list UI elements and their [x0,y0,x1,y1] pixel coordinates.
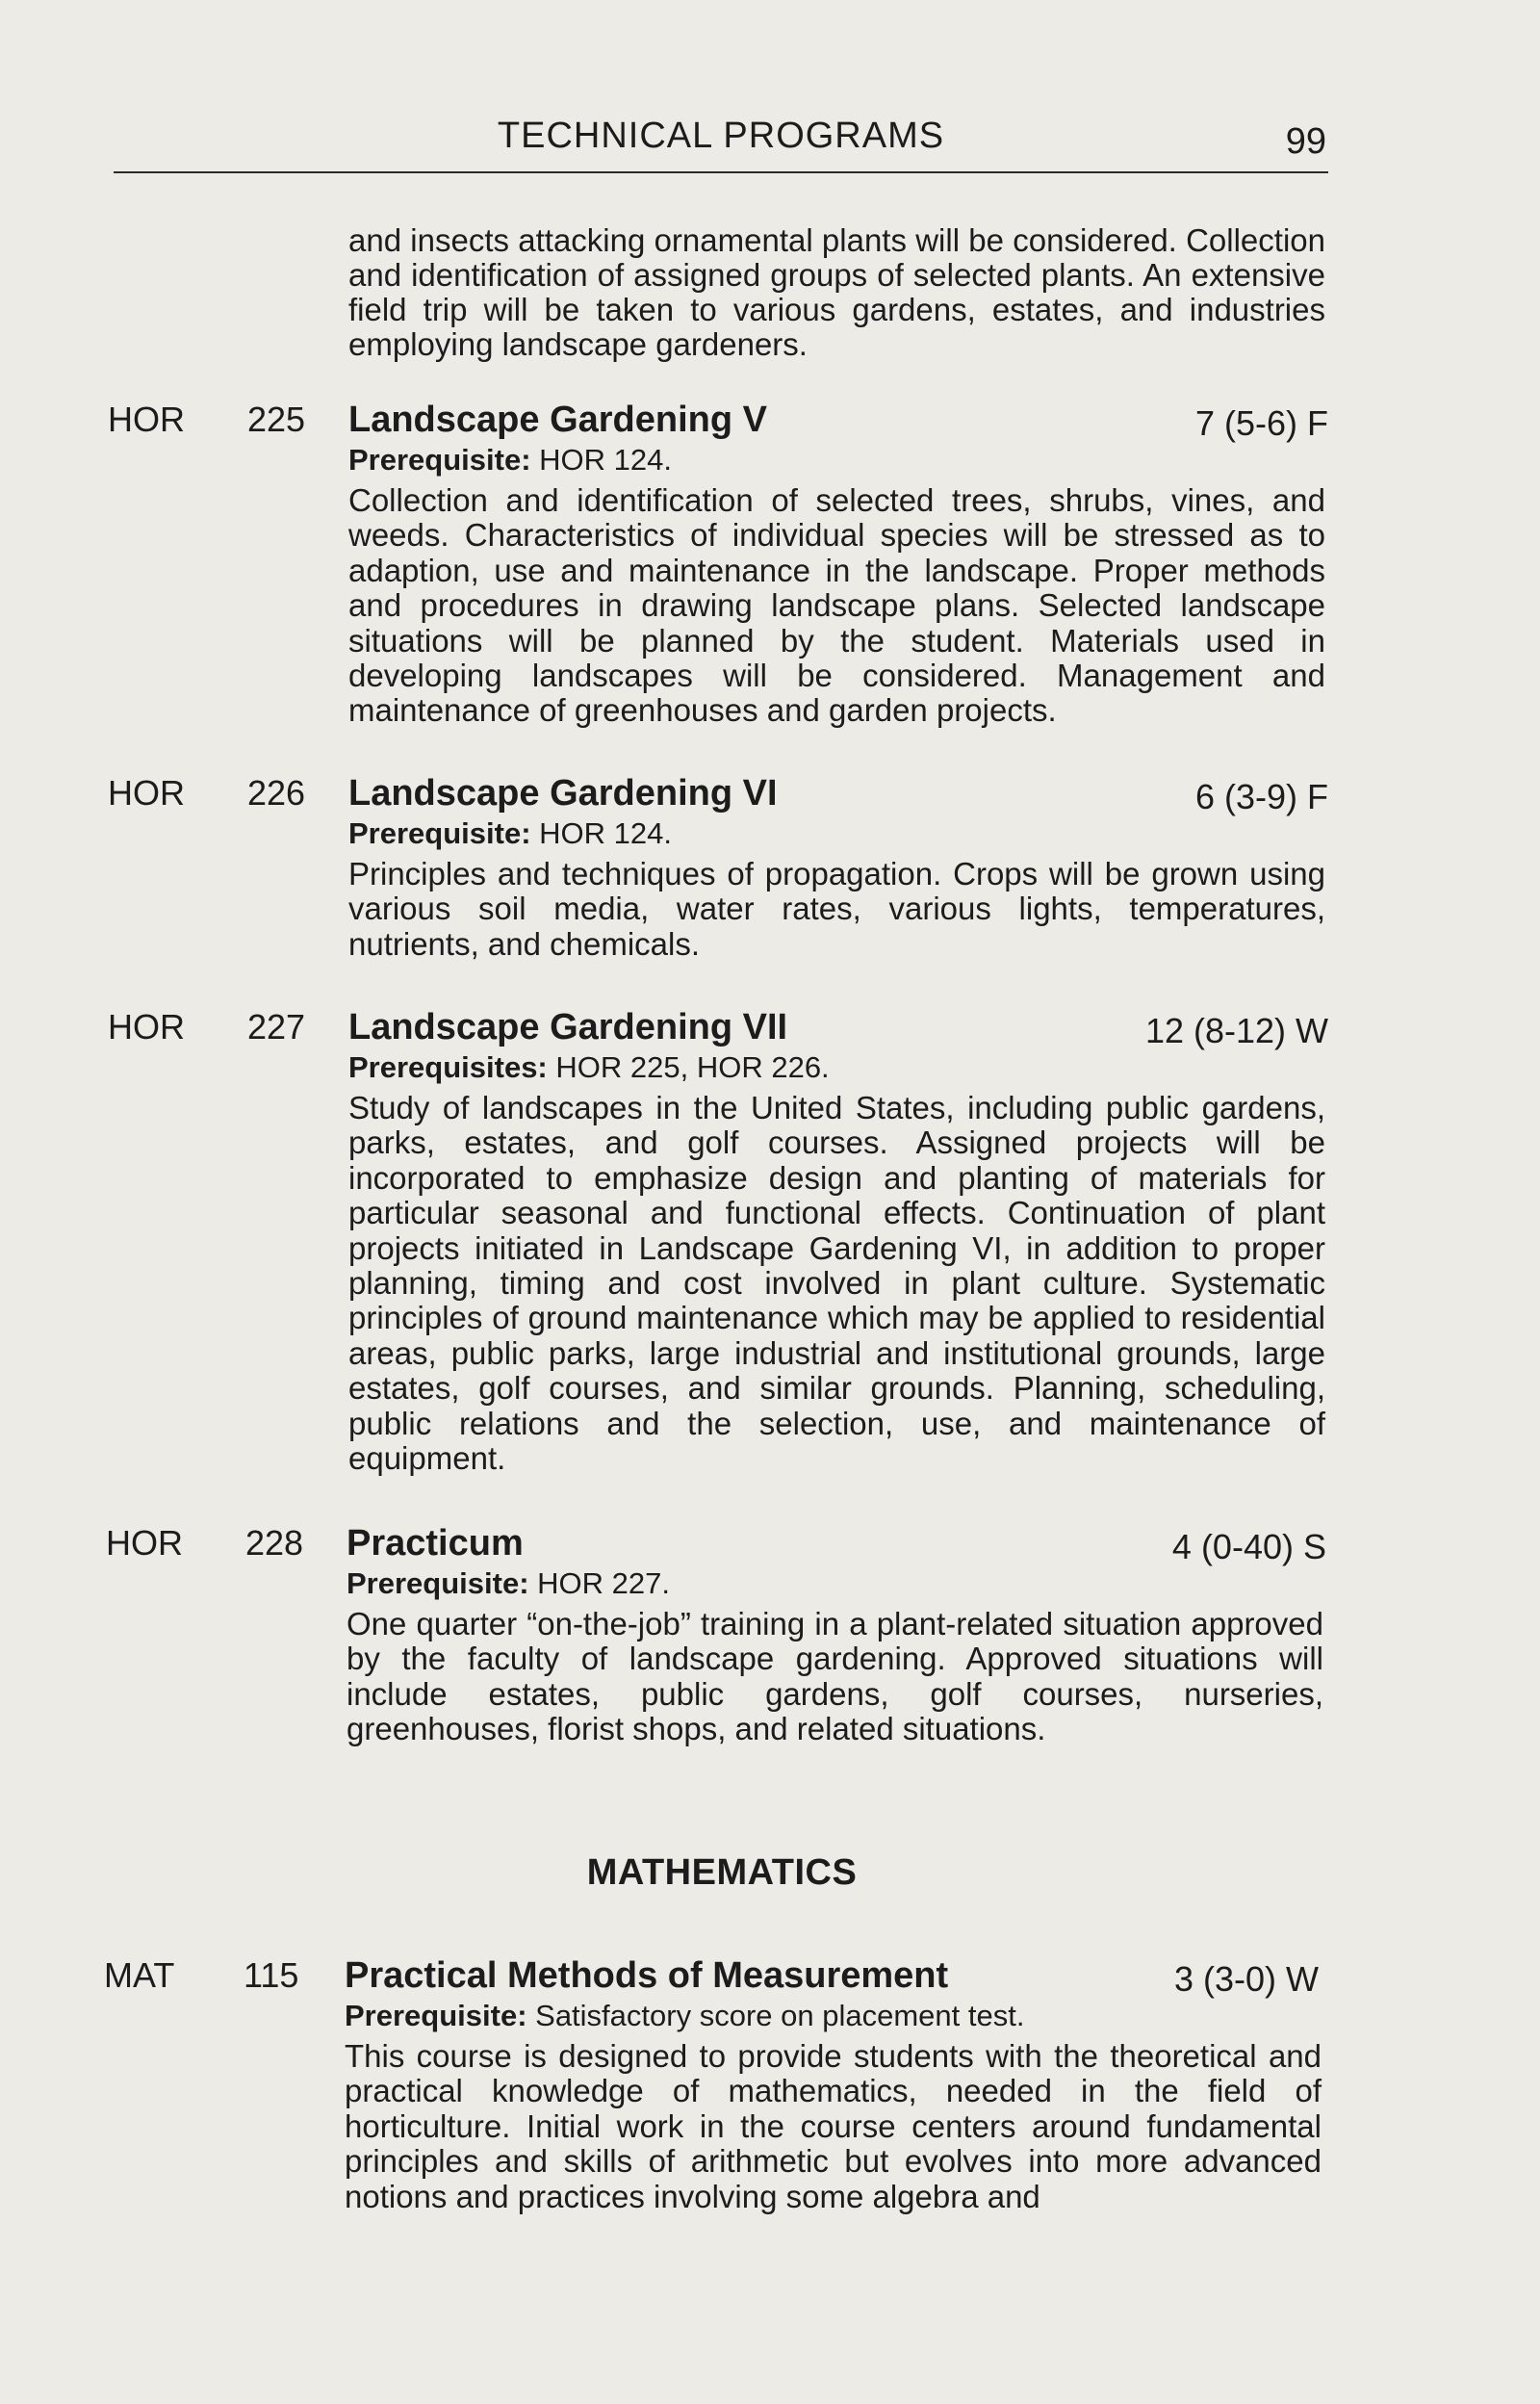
continued-description: and insects attacking ornamental plants will be considered. Collection and identification of assigned groups of selected plants. An extensive field trip will be taken to various gardens, estates, and industries employing landscape gardeners. [348,222,1325,362]
course-prerequisite [348,443,672,478]
running-header [114,114,1328,173]
course-entry-hor-225 [108,399,1328,729]
course-prerequisite [348,816,672,851]
course-title: Landscape Gardening VII [348,1007,788,1047]
section-heading: MATHEMATICS [586,1852,858,1893]
prerequisite-label: Prerequisites: [348,1050,548,1084]
course-prerequisite [345,1999,1024,2033]
course-number: 115 [244,1955,299,1995]
prerequisite-label: Prerequisite: [348,816,531,850]
course-dept: MAT [104,1955,175,1995]
course-dept: HOR [108,400,185,439]
course-number: 225 [247,400,306,439]
course-credits: 12 (8-12) W [1144,1011,1328,1050]
course-title: Practical Methods of Measurement [345,1955,949,1996]
course-description: Principles and techniques of propagation. Crops will be grown using various soil media, water rates, various lights, temperatures, nutrients, and chemicals. [348,856,1325,962]
course-description: Study of landscapes in the United States, including public gardens, parks, estates, and golf courses. Assigned projects will be incorporated to emphasize design and planting of materials for particular seasonal and functional effects. Continuation of plant projects initiated in Landscape Gardening VI, in addition to proper planning, timing and cost involved in plant culture. Systematic principles of ground maintenance which may be applied to residential areas, public parks, large industrial and institutional grounds, large estates, golf courses, and similar grounds. Planning, scheduling, public relations and the selection, use, and maintenance of equipment. [348,1090,1325,1477]
running-title: TECHNICAL PROGRAMS [497,116,945,156]
course-dept: HOR [106,1523,183,1563]
course-credits: 4 (0-40) S [1171,1527,1326,1566]
course-credits: 7 (5-6) F [1194,403,1328,443]
prerequisite-label: Prerequisite: [346,1566,529,1600]
prerequisite-value: Satisfactory score on placement test. [535,1999,1025,2032]
course-title: Practicum [346,1523,524,1564]
prerequisite-value: HOR 227. [537,1566,670,1600]
course-credits: 3 (3-0) W [1173,1959,1319,1999]
prerequisite-label: Prerequisite: [348,443,531,477]
course-number: 227 [247,1007,306,1047]
course-description: This course is designed to provide students with the theoretical and practical knowledge of mathematics, needed in the field of horticulture. Initial work in the course centers around fundamental principles and skills of arithmetic but evolves into more advanced notions and practices involving some algebra and [345,2038,1322,2214]
course-prerequisite [348,1050,830,1085]
course-entry-hor-227 [108,1006,1328,1507]
course-dept: HOR [108,1007,185,1047]
course-title: Landscape Gardening V [348,400,767,440]
page-number: 99 [1285,121,1326,162]
course-title: Landscape Gardening VI [348,773,778,814]
course-dept: HOR [108,773,185,813]
prerequisite-value: HOR 124. [539,443,672,477]
prerequisite-label: Prerequisite: [345,1999,527,2032]
course-description: Collection and identification of selected trees, shrubs, vines, and weeds. Characteristics of individual species will be stressed as to adaption, use and maintenance in the landscape. Proper methods and procedures in drawing landscape plans. Selected landscape situations will be planned by the student. Materials used in developing landscapes will be considered. Management and maintenance of greenhouses and garden projects. [348,482,1325,729]
course-entry-hor-228 [106,1522,1326,1811]
course-description: One quarter “on-the-job” training in a plant-related situation approved by the faculty of landscape gardening. Approved situations will include estates, public gardens, golf courses, nurseries, greenhouses, florist shops, and related situations. [346,1606,1323,1747]
prerequisite-value: HOR 225, HOR 226. [555,1050,830,1084]
course-number: 226 [247,773,306,813]
course-prerequisite [346,1566,670,1601]
course-entry-mat-115 [104,1954,1322,2243]
prerequisite-value: HOR 124. [539,816,672,850]
course-credits: 6 (3-9) F [1194,777,1328,816]
course-number: 228 [245,1523,304,1563]
